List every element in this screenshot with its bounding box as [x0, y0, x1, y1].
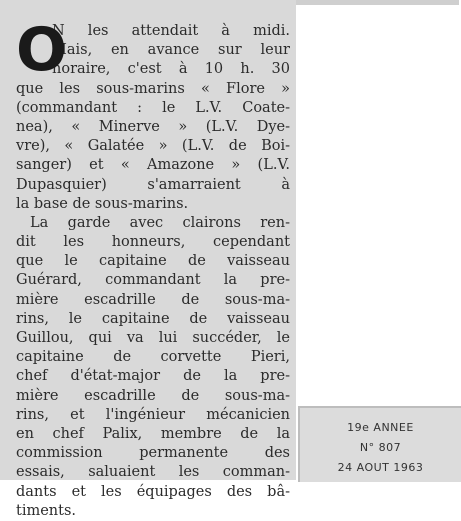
article-line: mière escadrille de sous-ma- [16, 291, 290, 308]
article-line: N les attendait à midi. [52, 23, 290, 39]
issue-year: 19e ANNEE [347, 421, 414, 434]
article-line: sanger) et « Amazone » (L.V. [16, 157, 290, 174]
article-line: mière escadrille de sous-ma- [16, 387, 290, 404]
issue-number: N° 807 [359, 441, 402, 454]
article-line: la base de sous-marins. [16, 195, 189, 212]
article-line: Dupasquier) s'amarraient à [16, 176, 290, 193]
article-line: Guillou, qui va lui succéder, le [16, 330, 290, 346]
article-line: essais, saluaient les comman- [16, 464, 290, 481]
article-line: timents. [16, 502, 77, 519]
issue-info-box [298, 406, 461, 482]
drop-cap: O [16, 15, 68, 85]
article-line: Guérard, commandant la pre- [16, 272, 290, 289]
article-line: dit les honneurs, cependant [16, 234, 290, 251]
article-line: nea), « Minerve » (L.V. Dye- [16, 118, 290, 135]
article-line: chef d'état-major de la pre- [16, 368, 290, 385]
article-line: rins, et l'ingénieur mécanicien [16, 406, 290, 423]
article-line: capitaine de corvette Pieri, [16, 349, 290, 366]
article-line: dants et les équipages des bâ- [16, 483, 290, 500]
article-line: (commandant : le L.V. Coate- [16, 99, 290, 116]
article-line: La garde avec clairons ren- [30, 214, 290, 231]
article-body [16, 15, 290, 521]
article-line: en chef Palix, membre de la [16, 425, 290, 442]
article-line: rins, le capitaine de vaisseau [16, 310, 290, 327]
article-line: Mais, en avance sur leur [52, 42, 290, 59]
article-line: vre), « Galatée » (L.V. de Boi- [16, 138, 290, 155]
article-line: que le capitaine de vaisseau [16, 253, 290, 270]
article-line: horaire, c'est à 10 h. 30 [52, 61, 290, 78]
issue-date: 24 AOUT 1963 [337, 461, 424, 474]
clipping-edge [296, 0, 459, 5]
article-line: que les sous-marins « Flore » [16, 80, 290, 97]
article-line: commission permanente des [16, 445, 290, 462]
